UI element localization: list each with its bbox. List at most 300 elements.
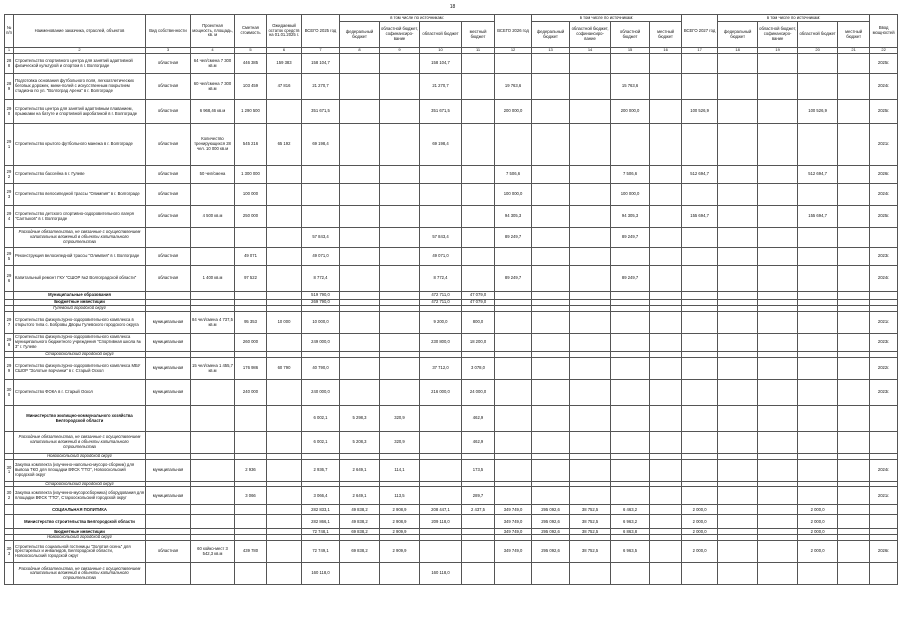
- value-cell: [838, 358, 870, 380]
- header-cost: Сметная стоимость: [235, 15, 267, 48]
- row-number-cell: 297: [5, 312, 14, 334]
- info-cell: 64 чел/смена 7 300 кв.м: [191, 54, 235, 74]
- column-number-cell: 13: [532, 48, 570, 54]
- value-cell: [758, 406, 798, 432]
- value-cell: [380, 312, 420, 334]
- value-cell: 72 748,1: [302, 529, 340, 535]
- value-cell: [798, 228, 838, 248]
- info-cell: областная: [146, 206, 191, 228]
- value-cell: [838, 459, 870, 481]
- value-cell: [682, 54, 718, 74]
- header-local-2026: местный бюджет: [650, 22, 682, 48]
- value-cell: [682, 380, 718, 406]
- value-cell: [758, 184, 798, 206]
- value-cell: [570, 406, 611, 432]
- info-cell: областная: [146, 266, 191, 292]
- value-cell: 38 752,5: [570, 541, 611, 563]
- value-cell: [798, 406, 838, 432]
- value-cell: [462, 228, 495, 248]
- value-cell: 113,5: [380, 487, 420, 505]
- value-cell: [340, 166, 380, 184]
- value-cell: [380, 124, 420, 166]
- value-cell: [495, 459, 532, 481]
- column-number-cell: 20: [798, 48, 838, 54]
- value-cell: 349 749,0: [495, 541, 532, 563]
- value-cell: 69 838,2: [340, 541, 380, 563]
- value-cell: [682, 184, 718, 206]
- value-cell: 8 772,4: [420, 266, 462, 292]
- value-cell: [798, 74, 838, 100]
- value-cell: 2 000,0: [798, 529, 838, 535]
- value-cell: [532, 292, 570, 300]
- info-cell: муниципальная: [146, 312, 191, 334]
- value-cell: [798, 54, 838, 74]
- name-cell: Строительство детского спортивно-оздоровительного лагеря "Салтыков" в г. Волгограде: [14, 206, 146, 228]
- value-cell: [570, 312, 611, 334]
- name-cell: Строительство физкультурно-оздоровительного комплекса в открытого типа с. Бобровы Дворы Гулевского городского округа: [14, 312, 146, 334]
- subsection-row: [5, 228, 898, 248]
- value-cell: [838, 312, 870, 334]
- value-cell: [650, 100, 682, 124]
- value-cell: [532, 206, 570, 228]
- value-cell: [340, 228, 380, 248]
- name-cell: Новооскольский городской округ: [14, 454, 146, 460]
- value-cell: 2 000,0: [682, 515, 718, 529]
- value-cell: [532, 184, 570, 206]
- column-number-cell: 11: [462, 48, 495, 54]
- value-cell: [758, 74, 798, 100]
- value-cell: [682, 248, 718, 266]
- value-cell: [462, 124, 495, 166]
- value-cell: [340, 206, 380, 228]
- value-cell: [650, 74, 682, 100]
- value-cell: [650, 228, 682, 248]
- column-number-cell: 9: [380, 48, 420, 54]
- value-cell: [838, 166, 870, 184]
- value-cell: [758, 432, 798, 454]
- value-cell: 21 270,7: [420, 74, 462, 100]
- value-cell: [838, 124, 870, 166]
- investment-table: [4, 14, 898, 585]
- value-cell: [532, 487, 570, 505]
- value-cell: [650, 292, 682, 300]
- value-cell: 2 000,0: [682, 529, 718, 535]
- value-cell: [495, 406, 532, 432]
- value-cell: [420, 184, 462, 206]
- value-cell: 249 000,0: [302, 334, 340, 352]
- value-cell: [718, 406, 758, 432]
- header-total-2027: ВСЕГО 2027 год: [682, 15, 718, 48]
- value-cell: 250 000: [235, 206, 267, 228]
- value-cell: 351 671,5: [302, 100, 340, 124]
- value-cell: [758, 292, 798, 300]
- info-cell: [146, 563, 191, 585]
- value-cell: [340, 100, 380, 124]
- info-cell: областная: [146, 54, 191, 74]
- value-cell: [758, 206, 798, 228]
- header-sources-2026: в том числе по источникам:: [532, 15, 682, 22]
- column-number-cell: 7: [302, 48, 340, 54]
- name-cell: Расходные обязательства, не связанные с осуществлением капитальных вложений в объекты капитального строительства: [14, 228, 146, 248]
- value-cell: 2 649,1: [340, 487, 380, 505]
- commissioning-cell: 2026г.: [870, 166, 898, 184]
- header-name: Наименование заказчика, отраслей, объектов: [14, 15, 146, 48]
- value-cell: [838, 228, 870, 248]
- commissioning-cell: 2026г.: [870, 541, 898, 563]
- value-cell: 57 843,4: [302, 228, 340, 248]
- value-cell: [267, 406, 302, 432]
- value-cell: [758, 515, 798, 529]
- value-cell: 94 305,3: [495, 206, 532, 228]
- value-cell: 100 526,9: [798, 100, 838, 124]
- value-cell: [798, 124, 838, 166]
- column-number-cell: 4: [191, 48, 235, 54]
- name-cell: Реконструкция велосипедной трассы "Олимпия" в г. Волгограде: [14, 248, 146, 266]
- info-cell: [191, 184, 235, 206]
- value-cell: [718, 312, 758, 334]
- value-cell: 49 071: [235, 248, 267, 266]
- name-cell: Министерство строительства Белгородской области: [14, 515, 146, 529]
- name-cell: Строительство спортивного центра для занятий адаптивной физической культурой и спортом в г. Волгограде: [14, 54, 146, 74]
- value-cell: [682, 563, 718, 585]
- info-cell: [146, 432, 191, 454]
- value-cell: 10 000,0: [302, 312, 340, 334]
- value-cell: [611, 459, 650, 481]
- column-number-cell: 10: [420, 48, 462, 54]
- value-cell: [532, 124, 570, 166]
- header-local-2025: местный бюджет: [462, 22, 495, 48]
- info-cell: Количество тренирующихся 28 чел. 10 000 кв.м: [191, 124, 235, 166]
- value-cell: [462, 248, 495, 266]
- value-cell: [718, 334, 758, 352]
- value-cell: [650, 54, 682, 74]
- value-cell: 6 963,5: [611, 541, 650, 563]
- section-row: [5, 406, 898, 432]
- value-cell: [570, 563, 611, 585]
- value-cell: 2 909,9: [380, 529, 420, 535]
- row-number-cell: [5, 406, 14, 432]
- value-cell: 60 790: [267, 358, 302, 380]
- value-cell: 49 071,0: [420, 248, 462, 266]
- value-cell: 89 249,7: [495, 228, 532, 248]
- row-number-cell: [5, 432, 14, 454]
- info-cell: муниципальная: [146, 380, 191, 406]
- value-cell: [340, 312, 380, 334]
- value-cell: [267, 166, 302, 184]
- value-cell: [650, 459, 682, 481]
- info-cell: [191, 505, 235, 515]
- value-cell: [758, 54, 798, 74]
- value-cell: [495, 312, 532, 334]
- table-row: [5, 334, 898, 352]
- value-cell: [235, 406, 267, 432]
- value-cell: 72 749,1: [302, 541, 340, 563]
- info-cell: 84 чел/смена 4 737,5 кв.м: [191, 312, 235, 334]
- value-cell: [267, 266, 302, 292]
- value-cell: 295 092,6: [532, 505, 570, 515]
- info-cell: областная: [146, 74, 191, 100]
- value-cell: [838, 432, 870, 454]
- commissioning-cell: [870, 406, 898, 432]
- value-cell: [718, 248, 758, 266]
- header-federal-2025: федеральный бюджет: [340, 22, 380, 48]
- value-cell: 282 866,1: [302, 515, 340, 529]
- value-cell: [380, 54, 420, 74]
- header-total-2026: ВСЕГО 2026 год: [495, 15, 532, 48]
- value-cell: [611, 380, 650, 406]
- value-cell: 6 963,2: [611, 515, 650, 529]
- value-cell: 158 104,7: [420, 54, 462, 74]
- table-row: [5, 312, 898, 334]
- value-cell: [420, 206, 462, 228]
- value-cell: 260 000: [235, 334, 267, 352]
- value-cell: [495, 334, 532, 352]
- value-cell: [380, 334, 420, 352]
- info-cell: 6 968,46 кв.м: [191, 100, 235, 124]
- value-cell: [570, 166, 611, 184]
- info-cell: [191, 380, 235, 406]
- value-cell: [570, 206, 611, 228]
- value-cell: [462, 166, 495, 184]
- value-cell: 5 298,3: [340, 406, 380, 432]
- value-cell: [611, 248, 650, 266]
- value-cell: 295 092,6: [532, 541, 570, 563]
- value-cell: 100 000: [235, 184, 267, 206]
- value-cell: [838, 184, 870, 206]
- name-cell: Строительство ФОКА в г. Старый Оскол: [14, 380, 146, 406]
- commissioning-cell: 2025г.: [870, 54, 898, 74]
- table-row: [5, 54, 898, 74]
- value-cell: [611, 124, 650, 166]
- value-cell: 100 000,0: [495, 184, 532, 206]
- value-cell: [718, 541, 758, 563]
- column-number-cell: 21: [838, 48, 870, 54]
- value-cell: [340, 54, 380, 74]
- info-cell: 15 чел/смена 1 455,7 кв.м: [191, 358, 235, 380]
- value-cell: [462, 206, 495, 228]
- commissioning-cell: [870, 292, 898, 300]
- value-cell: [267, 248, 302, 266]
- value-cell: 240 000: [235, 380, 267, 406]
- header-capacity: Проектная мощность, площадь, кв. м: [191, 15, 235, 48]
- value-cell: [462, 515, 495, 529]
- header-commissioning: Ввод мощностей: [870, 15, 898, 48]
- value-cell: [420, 166, 462, 184]
- row-number-cell: [5, 563, 14, 585]
- value-cell: [380, 266, 420, 292]
- value-cell: 94 305,3: [611, 206, 650, 228]
- value-cell: [380, 380, 420, 406]
- value-cell: 5 208,3: [340, 432, 380, 454]
- value-cell: [798, 266, 838, 292]
- value-cell: [650, 432, 682, 454]
- value-cell: [611, 358, 650, 380]
- row-number-cell: [5, 228, 14, 248]
- row-number-cell: 294: [5, 206, 14, 228]
- name-cell: СОЦИАЛЬНАЯ ПОЛИТИКА: [14, 505, 146, 515]
- name-cell: Закупка комплекта (изученно-мусоросборника) оборудования для площадки ВФСК "ГТО", Старооскольский городской округ: [14, 487, 146, 505]
- value-cell: [267, 541, 302, 563]
- value-cell: [650, 505, 682, 515]
- name-cell: Старооскольский городской округ: [14, 481, 146, 487]
- section-row: [5, 505, 898, 515]
- row-number-cell: 296: [5, 266, 14, 292]
- value-cell: [838, 487, 870, 505]
- table-row: [5, 487, 898, 505]
- value-cell: 289,7: [462, 487, 495, 505]
- table-row: [5, 358, 898, 380]
- info-cell: [146, 505, 191, 515]
- value-cell: [838, 334, 870, 352]
- value-cell: [838, 100, 870, 124]
- value-cell: [758, 541, 798, 563]
- value-cell: [650, 166, 682, 184]
- header-regional-2025: областной бюджет: [420, 22, 462, 48]
- value-cell: [838, 380, 870, 406]
- value-cell: [267, 505, 302, 515]
- commissioning-cell: 2021г.: [870, 124, 898, 166]
- row-number-cell: 298: [5, 334, 14, 352]
- value-cell: [267, 228, 302, 248]
- value-cell: 2 437,5: [462, 505, 495, 515]
- value-cell: [380, 184, 420, 206]
- value-cell: 800,0: [462, 312, 495, 334]
- value-cell: [650, 563, 682, 585]
- value-cell: 69 838,2: [340, 529, 380, 535]
- value-cell: [267, 563, 302, 585]
- page-number: 18: [449, 4, 456, 10]
- value-cell: [267, 100, 302, 124]
- value-cell: 38 752,5: [570, 505, 611, 515]
- info-cell: [191, 334, 235, 352]
- column-number-cell: 12: [495, 48, 532, 54]
- value-cell: [758, 334, 798, 352]
- name-cell: Закупка комплекта (изученно-напольно-мусоро-сборник) для вывоза ТКО для площадки ВФСК "ГТО", Новооскольский городской округ: [14, 459, 146, 481]
- value-cell: [235, 432, 267, 454]
- value-cell: 216 000,0: [420, 380, 462, 406]
- table-row: [5, 380, 898, 406]
- value-cell: 3 066: [235, 487, 267, 505]
- value-cell: 462,9: [462, 406, 495, 432]
- value-cell: [532, 358, 570, 380]
- value-cell: 6 002,1: [302, 432, 340, 454]
- value-cell: 6 863,8: [611, 529, 650, 535]
- value-cell: [532, 380, 570, 406]
- row-number-cell: 290: [5, 100, 14, 124]
- value-cell: [611, 487, 650, 505]
- column-number-cell: 15: [611, 48, 650, 54]
- value-cell: [380, 358, 420, 380]
- table-row: [5, 100, 898, 124]
- value-cell: 1 290 500: [235, 100, 267, 124]
- value-cell: 320,9: [380, 406, 420, 432]
- column-number-cell: 2: [14, 48, 146, 54]
- value-cell: [758, 505, 798, 515]
- value-cell: 519 790,0: [302, 292, 340, 300]
- value-cell: [267, 334, 302, 352]
- value-cell: [340, 248, 380, 266]
- table-header: [5, 15, 898, 54]
- value-cell: 49 838,2: [340, 505, 380, 515]
- value-cell: 65 192: [267, 124, 302, 166]
- value-cell: 173,5: [462, 459, 495, 481]
- commissioning-cell: 2021г.: [870, 312, 898, 334]
- value-cell: [532, 166, 570, 184]
- value-cell: [235, 292, 267, 300]
- value-cell: [495, 292, 532, 300]
- value-cell: [758, 459, 798, 481]
- value-cell: [758, 563, 798, 585]
- value-cell: [758, 380, 798, 406]
- value-cell: [718, 292, 758, 300]
- column-number-cell: 16: [650, 48, 682, 54]
- value-cell: 349 749,0: [495, 515, 532, 529]
- value-cell: [380, 292, 420, 300]
- value-cell: [570, 487, 611, 505]
- value-cell: 160 118,0: [420, 563, 462, 585]
- value-cell: 49 838,2: [340, 515, 380, 529]
- table-body: [5, 54, 898, 585]
- name-cell: Подготовка основания футбольного поля, легкоатлетических беговых дорожек, мини-полей с искусственным покрытием стадиона по ул. "Волгоград Арена" в г. Волгограде: [14, 74, 146, 100]
- value-cell: [235, 228, 267, 248]
- value-cell: [532, 266, 570, 292]
- name-cell: Строительство велосипедной трассы "Олимпия" в г. Волгограде: [14, 184, 146, 206]
- value-cell: [462, 54, 495, 74]
- header-no: № п/п: [5, 15, 14, 48]
- commissioning-cell: 2025г.: [870, 100, 898, 124]
- value-cell: [380, 100, 420, 124]
- value-cell: [682, 406, 718, 432]
- column-number-cell: 22: [870, 48, 898, 54]
- value-cell: [532, 459, 570, 481]
- value-cell: 3 066,4: [302, 487, 340, 505]
- value-cell: [235, 515, 267, 529]
- commissioning-cell: 2023г.: [870, 380, 898, 406]
- value-cell: 155 694,7: [682, 206, 718, 228]
- value-cell: [798, 358, 838, 380]
- column-number-cell: 8: [340, 48, 380, 54]
- info-cell: областная: [146, 184, 191, 206]
- value-cell: [682, 487, 718, 505]
- value-cell: [340, 124, 380, 166]
- value-cell: [838, 515, 870, 529]
- commissioning-cell: 2022г.: [870, 358, 898, 380]
- name-cell: Гулевский городской округ: [14, 306, 146, 312]
- value-cell: 6 002,1: [302, 406, 340, 432]
- commissioning-cell: 2023г.: [870, 248, 898, 266]
- column-number-cell: 17: [682, 48, 718, 54]
- section-row: [5, 292, 898, 300]
- value-cell: [380, 563, 420, 585]
- info-cell: областная: [146, 100, 191, 124]
- value-cell: [611, 292, 650, 300]
- value-cell: 2 936,7: [302, 459, 340, 481]
- value-cell: 89 249,7: [495, 266, 532, 292]
- row-number-cell: [5, 292, 14, 300]
- value-cell: 160 118,0: [302, 563, 340, 585]
- info-cell: [191, 292, 235, 300]
- value-cell: [682, 124, 718, 166]
- table-row: [5, 206, 898, 228]
- value-cell: [611, 54, 650, 74]
- value-cell: [718, 74, 758, 100]
- value-cell: [420, 459, 462, 481]
- value-cell: [380, 248, 420, 266]
- value-cell: [495, 487, 532, 505]
- info-cell: [146, 406, 191, 432]
- value-cell: 100 000,0: [611, 184, 650, 206]
- value-cell: [682, 266, 718, 292]
